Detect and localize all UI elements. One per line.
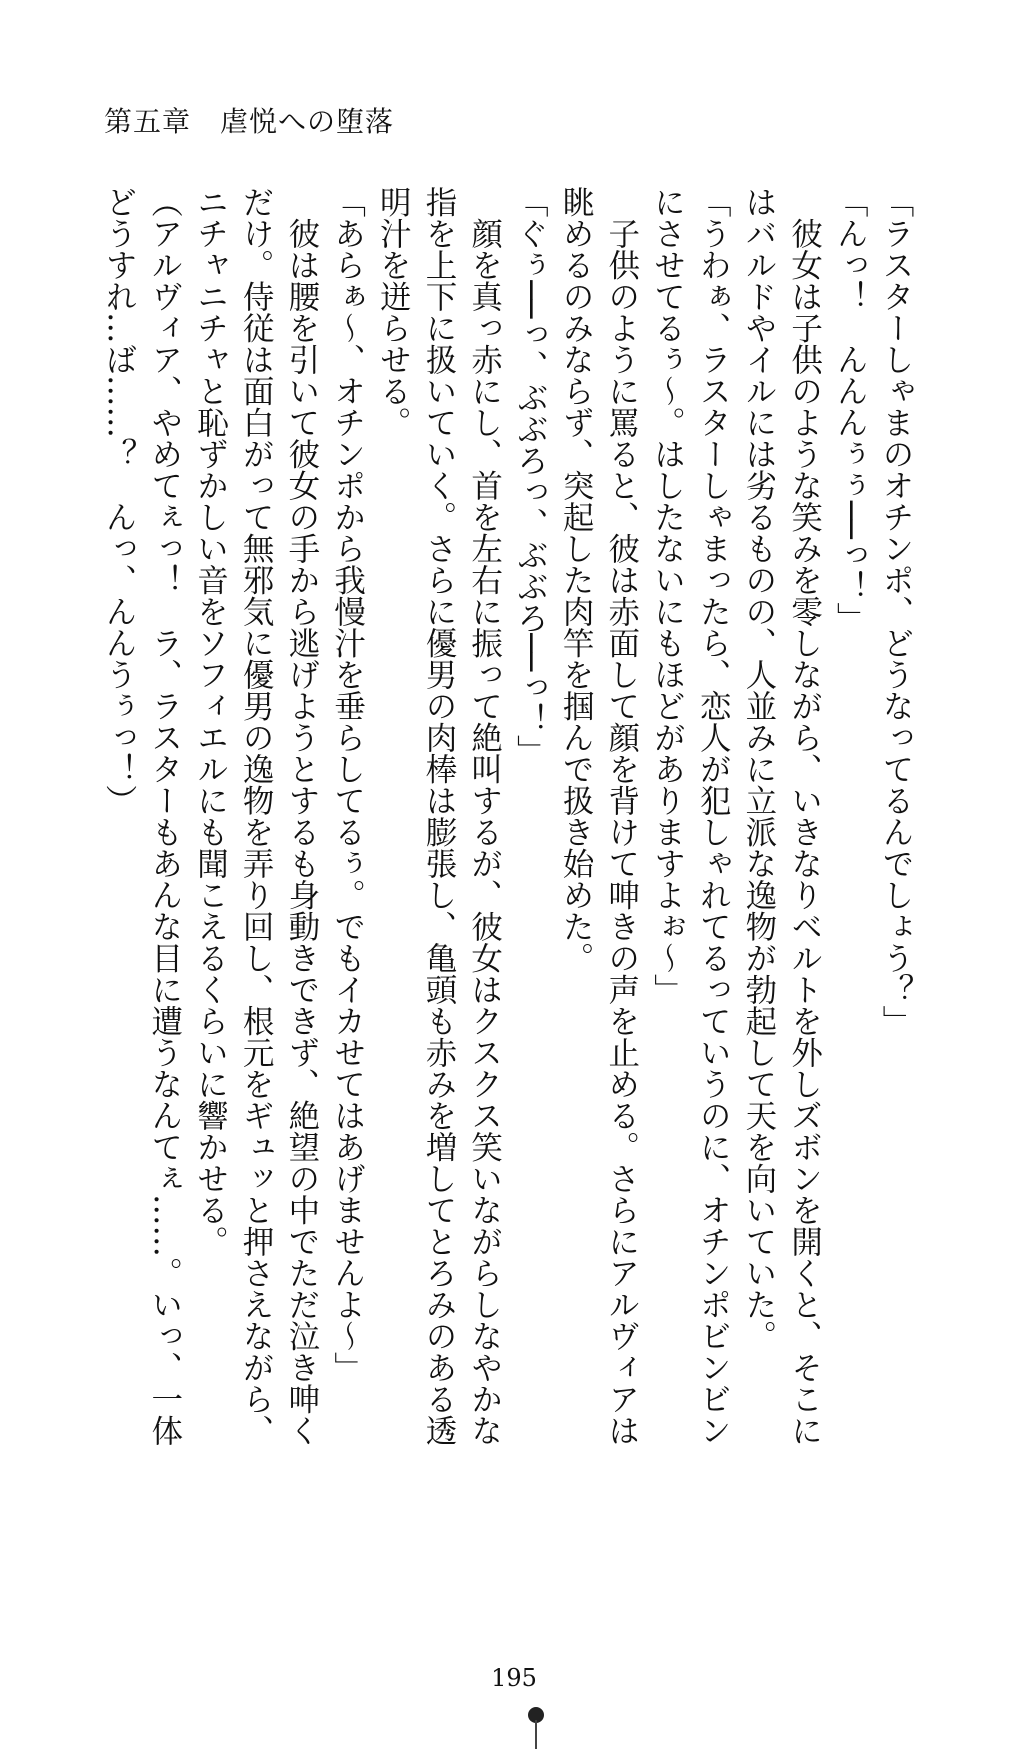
text-line: どうすれ…ば……？ んっ、んんうぅっ！） [101,186,138,816]
text-line: にさせてるぅ～。はしたないにもほどがありますよぉ～」 [649,186,686,1005]
page-number: 195 [491,1664,537,1692]
folio-ornament-line [535,1720,537,1749]
text-line: 眺めるのみならず、突起した肉竿を掴んで扱き始めた。 [558,186,595,974]
text-line: ニチャニチャと恥ずかしい音をソフィエルにも聞こえるくらいに響かせる。 [192,186,229,1257]
text-line: はバルドやイルには劣るものの、人並みに立派な逸物が勃起して天を向いていた。 [740,186,777,1352]
text-line: 「んっ！ んんんぅぅ──っ！」 [832,186,869,634]
novel-body-text [101,186,918,1451]
text-line: 「うわぁ、ラスターしゃまったら、恋人が犯しゃれてるっていうのに、オチンポビンビン [695,186,732,1446]
text-line: 「ぐぅ──っ、ぶぶろっ、ぶぶろ──っ！」 [512,186,549,766]
text-line: 「ラスターしゃまのオチンポ、どうなってるんでしょう？」 [878,186,914,1037]
text-line: 彼女は子供のような笑みを零しながら、いきなりベルトを外しズボンを開くと、そこに [786,186,823,1446]
text-line: 明汁を迸らせる。 [375,186,412,438]
text-line: 子供のように罵ると、彼は赤面して顔を背けて呻きの声を止める。さらにアルヴィアは [603,186,640,1446]
text-line: 顔を真っ赤にし、首を左右に振って絶叫するが、彼女はクスクス笑いながらしなやかな [466,186,503,1446]
running-head: 第五章 虐悦への堕落 [104,105,395,138]
text-line: だけ。侍従は面白がって無邪気に優男の逸物を弄り回し、根元をギュッと押さえながら、 [238,186,275,1446]
text-line: 指を上下に扱いていく。さらに優男の肉棒は膨張し、亀頭も赤みを増してとろみのある透 [420,186,457,1446]
text-line: 彼は腰を引いて彼女の手から逃げようとするも身動きできず、絶望の中でただ泣き呻く [283,186,320,1446]
text-line: 「あらぁ～、オチンポから我慢汁を垂らしてるぅ。でもイカせてはあげませんよ～」 [329,186,366,1383]
text-line: （アルヴィア、やめてぇっ！ ラ、ラスターもあんな目に遭うなんてぇ……。いっ、一体 [146,186,183,1446]
